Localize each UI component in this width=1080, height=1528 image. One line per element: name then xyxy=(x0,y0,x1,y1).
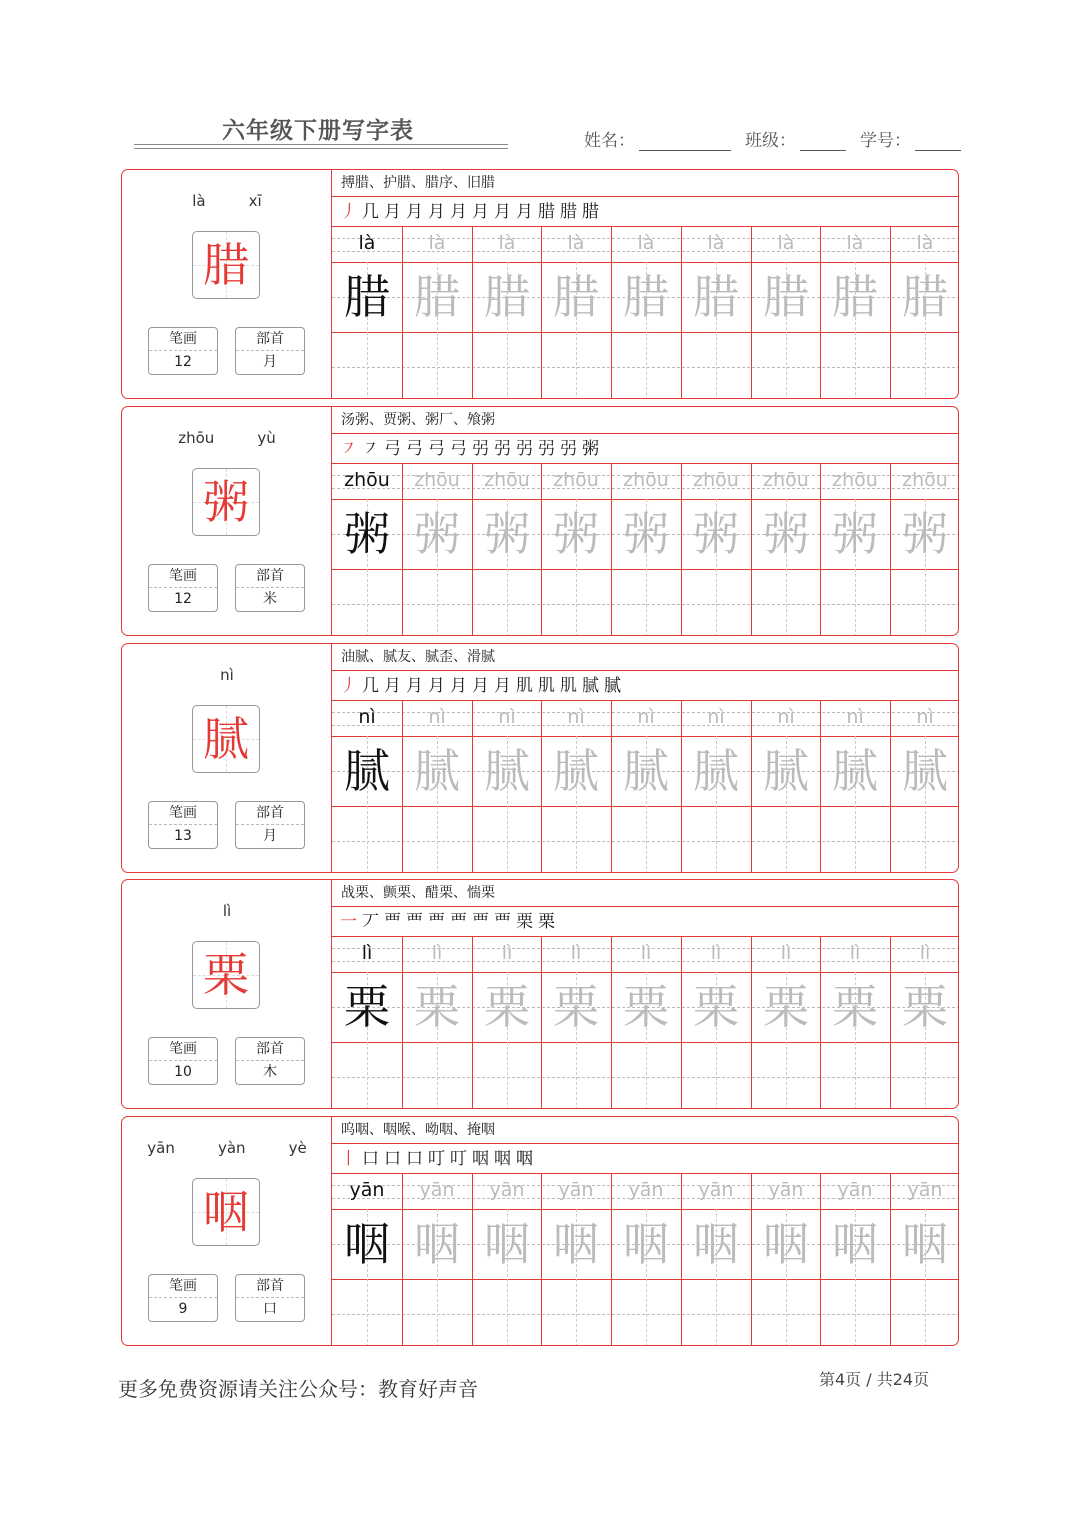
pinyin-cell: nì xyxy=(707,706,725,728)
stroke-step: 丿 xyxy=(340,676,357,696)
class-blank[interactable] xyxy=(800,132,846,151)
pinyin-cell: là xyxy=(777,232,795,254)
stroke-step: 叮 xyxy=(428,1149,445,1169)
pinyin-cell: là xyxy=(916,232,934,254)
character-card xyxy=(121,643,959,873)
tracing-character: 栗 xyxy=(832,980,878,1034)
stroke-order xyxy=(332,671,959,701)
pinyin-cell: zhōu xyxy=(553,469,599,491)
stroke-count-value: 13 xyxy=(174,828,192,844)
tracing-character: 腻 xyxy=(553,744,599,798)
tracing-character: 腊 xyxy=(553,270,599,324)
pinyin-cell: lì xyxy=(361,942,373,964)
tracing-character: 腻 xyxy=(623,744,669,798)
stroke-count-label: 笔画 xyxy=(149,1275,217,1298)
stroke-step: 月 xyxy=(450,202,467,222)
radical-box xyxy=(235,327,305,375)
stroke-step: 覀 xyxy=(450,912,467,932)
pinyin-cell: là xyxy=(567,232,585,254)
stroke-order xyxy=(332,1144,959,1174)
pinyin-cell: yān xyxy=(628,1179,664,1201)
stroke-step: 弜 xyxy=(472,439,489,459)
tracing-character: 腻 xyxy=(693,744,739,798)
radical-box xyxy=(235,801,305,849)
tracing-character: 腻 xyxy=(344,744,390,798)
stroke-step: 月 xyxy=(472,202,489,222)
tracing-character: 腊 xyxy=(623,270,669,324)
stroke-step: 覀 xyxy=(406,912,423,932)
tracing-character: 栗 xyxy=(693,980,739,1034)
tracing-character: 腊 xyxy=(344,270,390,324)
class-label: 班级： xyxy=(745,131,796,151)
stroke-count-value: 12 xyxy=(174,354,192,370)
stroke-step: 腊 xyxy=(560,202,577,222)
stroke-step: 月 xyxy=(494,676,511,696)
worksheet-title: 六年级下册写字表 xyxy=(222,118,414,144)
tracing-character: 咽 xyxy=(414,1217,460,1271)
tracing-character: 栗 xyxy=(414,980,460,1034)
tracing-character: 粥 xyxy=(832,507,878,561)
name-field[interactable] xyxy=(584,126,731,151)
example-words: 搏腊、护腊、腊序、旧腊 xyxy=(332,170,959,197)
tracing-character: 栗 xyxy=(553,980,599,1034)
stroke-step: 腊 xyxy=(538,202,555,222)
id-blank[interactable] xyxy=(915,132,961,151)
character-card xyxy=(121,406,959,636)
stroke-step: 叮 xyxy=(450,1149,467,1169)
stroke-step: 咽 xyxy=(494,1149,511,1169)
character-pinyin: là xī xyxy=(192,192,262,210)
stroke-step: 覀 xyxy=(384,912,401,932)
pinyin-cell: là xyxy=(358,232,376,254)
tracing-character: 咽 xyxy=(902,1217,948,1271)
tracing-character: 腊 xyxy=(414,270,460,324)
radical-label: 部首 xyxy=(236,565,304,588)
pinyin-cell: zhōu xyxy=(693,469,739,491)
tracing-character: 腻 xyxy=(763,744,809,798)
stroke-step: 几 xyxy=(362,202,379,222)
title-underline xyxy=(134,144,508,145)
pinyin-cell: yān xyxy=(558,1179,594,1201)
radical-value: 木 xyxy=(263,1064,277,1080)
pinyin-cell: zhōu xyxy=(623,469,669,491)
stroke-count-label: 笔画 xyxy=(149,328,217,351)
tracing-character: 粥 xyxy=(484,507,530,561)
stroke-step: 弓 xyxy=(406,439,423,459)
example-words: 汤粥、贾粥、粥厂、飧粥 xyxy=(332,407,959,434)
stroke-step: 肌 xyxy=(560,676,577,696)
radical-value: 米 xyxy=(263,591,277,607)
radical-value: 口 xyxy=(263,1301,277,1317)
stroke-order xyxy=(332,197,959,227)
tracing-character: 腻 xyxy=(832,744,878,798)
stroke-step: 丨 xyxy=(340,1149,357,1169)
character-info-panel xyxy=(122,644,332,872)
character-info-panel xyxy=(122,880,332,1108)
tracing-character: 咽 xyxy=(763,1217,809,1271)
stroke-count-box xyxy=(148,801,218,849)
stroke-step: 弜 xyxy=(560,439,577,459)
footer-promo: 更多免费资源请关注公众号：教育好声音 xyxy=(118,1377,478,1401)
stroke-step: 口 xyxy=(406,1149,423,1169)
pinyin-cell: nì xyxy=(637,706,655,728)
stroke-step: 弓 xyxy=(384,439,401,459)
stroke-step: 弓 xyxy=(428,439,445,459)
pinyin-cell: zhōu xyxy=(832,469,878,491)
pinyin-cell: là xyxy=(707,232,725,254)
character-pinyin: nì xyxy=(220,666,234,684)
stroke-step: 栗 xyxy=(538,912,555,932)
stroke-step: 丿 xyxy=(340,202,357,222)
stroke-step: 月 xyxy=(450,676,467,696)
stroke-step: 腊 xyxy=(582,202,599,222)
radical-box xyxy=(235,1274,305,1322)
tracing-character: 粥 xyxy=(414,507,460,561)
tracing-character: 腻 xyxy=(414,744,460,798)
stroke-step: ㇇ xyxy=(340,439,357,459)
tracing-character: 腻 xyxy=(902,744,948,798)
pinyin-cell: zhōu xyxy=(414,469,460,491)
practice-grid xyxy=(332,227,959,399)
main-character: 腊 xyxy=(203,238,249,292)
character-card xyxy=(121,169,959,399)
example-words: 战栗、颤栗、醋栗、惴栗 xyxy=(332,880,959,907)
stroke-step: 栗 xyxy=(516,912,533,932)
character-box xyxy=(192,231,260,299)
radical-value: 月 xyxy=(263,828,277,844)
pinyin-cell: zhōu xyxy=(763,469,809,491)
tracing-character: 粥 xyxy=(623,507,669,561)
stroke-step: 咽 xyxy=(472,1149,489,1169)
pinyin-cell: yān xyxy=(419,1179,455,1201)
main-character: 咽 xyxy=(203,1185,249,1239)
tracing-character: 咽 xyxy=(484,1217,530,1271)
stroke-step: 弜 xyxy=(538,439,555,459)
stroke-step: 弓 xyxy=(450,439,467,459)
character-box xyxy=(192,468,260,536)
stroke-step: 月 xyxy=(406,676,423,696)
pinyin-cell: là xyxy=(428,232,446,254)
pinyin-cell: lì xyxy=(849,942,861,964)
stroke-count-box xyxy=(148,327,218,375)
pinyin-cell: nì xyxy=(358,706,376,728)
practice-panel xyxy=(332,170,959,398)
example-words: 呜咽、咽喉、呦咽、掩咽 xyxy=(332,1117,959,1144)
pinyin-cell: là xyxy=(637,232,655,254)
pinyin-cell: nì xyxy=(498,706,516,728)
tracing-character: 栗 xyxy=(623,980,669,1034)
tracing-character: 粥 xyxy=(763,507,809,561)
pinyin-cell: yān xyxy=(768,1179,804,1201)
tracing-character: 粥 xyxy=(902,507,948,561)
main-character: 粥 xyxy=(203,475,249,529)
character-box xyxy=(192,705,260,773)
character-pinyin: yān yàn yè xyxy=(147,1139,307,1157)
tracing-character: 咽 xyxy=(553,1217,599,1271)
practice-grid xyxy=(332,701,959,873)
stroke-count-box xyxy=(148,1274,218,1322)
character-pinyin: zhōu yù xyxy=(178,429,276,447)
stroke-count-box xyxy=(148,564,218,612)
pinyin-cell: là xyxy=(498,232,516,254)
practice-panel xyxy=(332,1117,959,1345)
stroke-step: 月 xyxy=(516,202,533,222)
pinyin-cell: zhōu xyxy=(344,469,390,491)
stroke-step: 月 xyxy=(384,202,401,222)
pinyin-cell: nì xyxy=(916,706,934,728)
stroke-count-label: 笔画 xyxy=(149,802,217,825)
pinyin-cell: lì xyxy=(640,942,652,964)
stroke-count-box xyxy=(148,1037,218,1085)
character-card xyxy=(121,879,959,1109)
practice-grid xyxy=(332,464,959,636)
tracing-character: 栗 xyxy=(344,980,390,1034)
stroke-step: 月 xyxy=(428,676,445,696)
character-info-panel xyxy=(122,407,332,635)
stroke-step: 粥 xyxy=(582,439,599,459)
name-blank[interactable] xyxy=(639,132,731,151)
practice-grid xyxy=(332,937,959,1109)
stroke-step: 肌 xyxy=(516,676,533,696)
stroke-step: 月 xyxy=(494,202,511,222)
stroke-count-label: 笔画 xyxy=(149,1038,217,1061)
pinyin-cell: lì xyxy=(570,942,582,964)
stroke-count-label: 笔画 xyxy=(149,565,217,588)
radical-value: 月 xyxy=(263,354,277,370)
pinyin-cell: lì xyxy=(919,942,931,964)
tracing-character: 腻 xyxy=(484,744,530,798)
main-character: 腻 xyxy=(203,712,249,766)
stroke-step: 月 xyxy=(406,202,423,222)
tracing-character: 粥 xyxy=(344,507,390,561)
tracing-character: 咽 xyxy=(832,1217,878,1271)
tracing-character: 栗 xyxy=(902,980,948,1034)
pinyin-cell: nì xyxy=(777,706,795,728)
title-underline xyxy=(134,148,508,149)
stroke-count-value: 10 xyxy=(174,1064,192,1080)
practice-grid xyxy=(332,1174,959,1346)
stroke-step: 覀 xyxy=(494,912,511,932)
tracing-character: 腊 xyxy=(763,270,809,324)
tracing-character: 粥 xyxy=(693,507,739,561)
student-info xyxy=(584,126,975,151)
stroke-step: ㇇ xyxy=(362,439,379,459)
character-box xyxy=(192,1178,260,1246)
pinyin-cell: yān xyxy=(489,1179,525,1201)
id-field[interactable] xyxy=(860,126,961,151)
radical-label: 部首 xyxy=(236,1038,304,1061)
stroke-step: 覀 xyxy=(428,912,445,932)
class-field[interactable] xyxy=(745,126,846,151)
stroke-step: 月 xyxy=(384,676,401,696)
stroke-step: 月 xyxy=(472,676,489,696)
character-box xyxy=(192,941,260,1009)
id-label: 学号： xyxy=(860,131,911,151)
pinyin-cell: yān xyxy=(907,1179,943,1201)
tracing-character: 腊 xyxy=(484,270,530,324)
character-card xyxy=(121,1116,959,1346)
radical-box xyxy=(235,564,305,612)
pinyin-cell: yān xyxy=(698,1179,734,1201)
pinyin-cell: nì xyxy=(846,706,864,728)
stroke-step: 肌 xyxy=(538,676,555,696)
character-info-panel xyxy=(122,1117,332,1345)
name-label: 姓名： xyxy=(584,131,635,151)
tracing-character: 腊 xyxy=(832,270,878,324)
pinyin-cell: nì xyxy=(428,706,446,728)
pinyin-cell: là xyxy=(846,232,864,254)
practice-panel xyxy=(332,644,959,872)
practice-panel xyxy=(332,407,959,635)
pinyin-cell: zhōu xyxy=(902,469,948,491)
tracing-character: 咽 xyxy=(693,1217,739,1271)
pinyin-cell: lì xyxy=(710,942,722,964)
stroke-step: 覀 xyxy=(472,912,489,932)
example-words: 油腻、腻友、腻歪、滑腻 xyxy=(332,644,959,671)
stroke-step: 腻 xyxy=(582,676,599,696)
pinyin-cell: lì xyxy=(501,942,513,964)
stroke-step: 咽 xyxy=(516,1149,533,1169)
tracing-character: 腊 xyxy=(693,270,739,324)
radical-label: 部首 xyxy=(236,1275,304,1298)
stroke-count-value: 9 xyxy=(178,1301,188,1317)
pinyin-cell: yān xyxy=(349,1179,385,1201)
stroke-step: 口 xyxy=(384,1149,401,1169)
stroke-count-value: 12 xyxy=(174,591,192,607)
pinyin-cell: zhōu xyxy=(484,469,530,491)
pinyin-cell: lì xyxy=(431,942,443,964)
stroke-step: 几 xyxy=(362,676,379,696)
tracing-character: 栗 xyxy=(763,980,809,1034)
tracing-character: 腊 xyxy=(902,270,948,324)
radical-label: 部首 xyxy=(236,802,304,825)
stroke-step: 一 xyxy=(340,912,357,932)
radical-box xyxy=(235,1037,305,1085)
pinyin-cell: nì xyxy=(567,706,585,728)
stroke-step: 口 xyxy=(362,1149,379,1169)
stroke-step: 月 xyxy=(428,202,445,222)
character-info-panel xyxy=(122,170,332,398)
tracing-character: 粥 xyxy=(553,507,599,561)
main-character: 栗 xyxy=(203,948,249,1002)
tracing-character: 咽 xyxy=(344,1217,390,1271)
pinyin-cell: yān xyxy=(837,1179,873,1201)
tracing-character: 咽 xyxy=(623,1217,669,1271)
tracing-character: 栗 xyxy=(484,980,530,1034)
stroke-order xyxy=(332,907,959,937)
stroke-order xyxy=(332,434,959,464)
pinyin-cell: lì xyxy=(780,942,792,964)
stroke-step: 腻 xyxy=(604,676,621,696)
practice-panel xyxy=(332,880,959,1108)
radical-label: 部首 xyxy=(236,328,304,351)
character-pinyin: lì xyxy=(222,902,232,920)
page-number: 第4页 / 共24页 xyxy=(819,1370,930,1389)
stroke-step: 弜 xyxy=(494,439,511,459)
stroke-step: 弜 xyxy=(516,439,533,459)
stroke-step: 丆 xyxy=(362,912,379,932)
